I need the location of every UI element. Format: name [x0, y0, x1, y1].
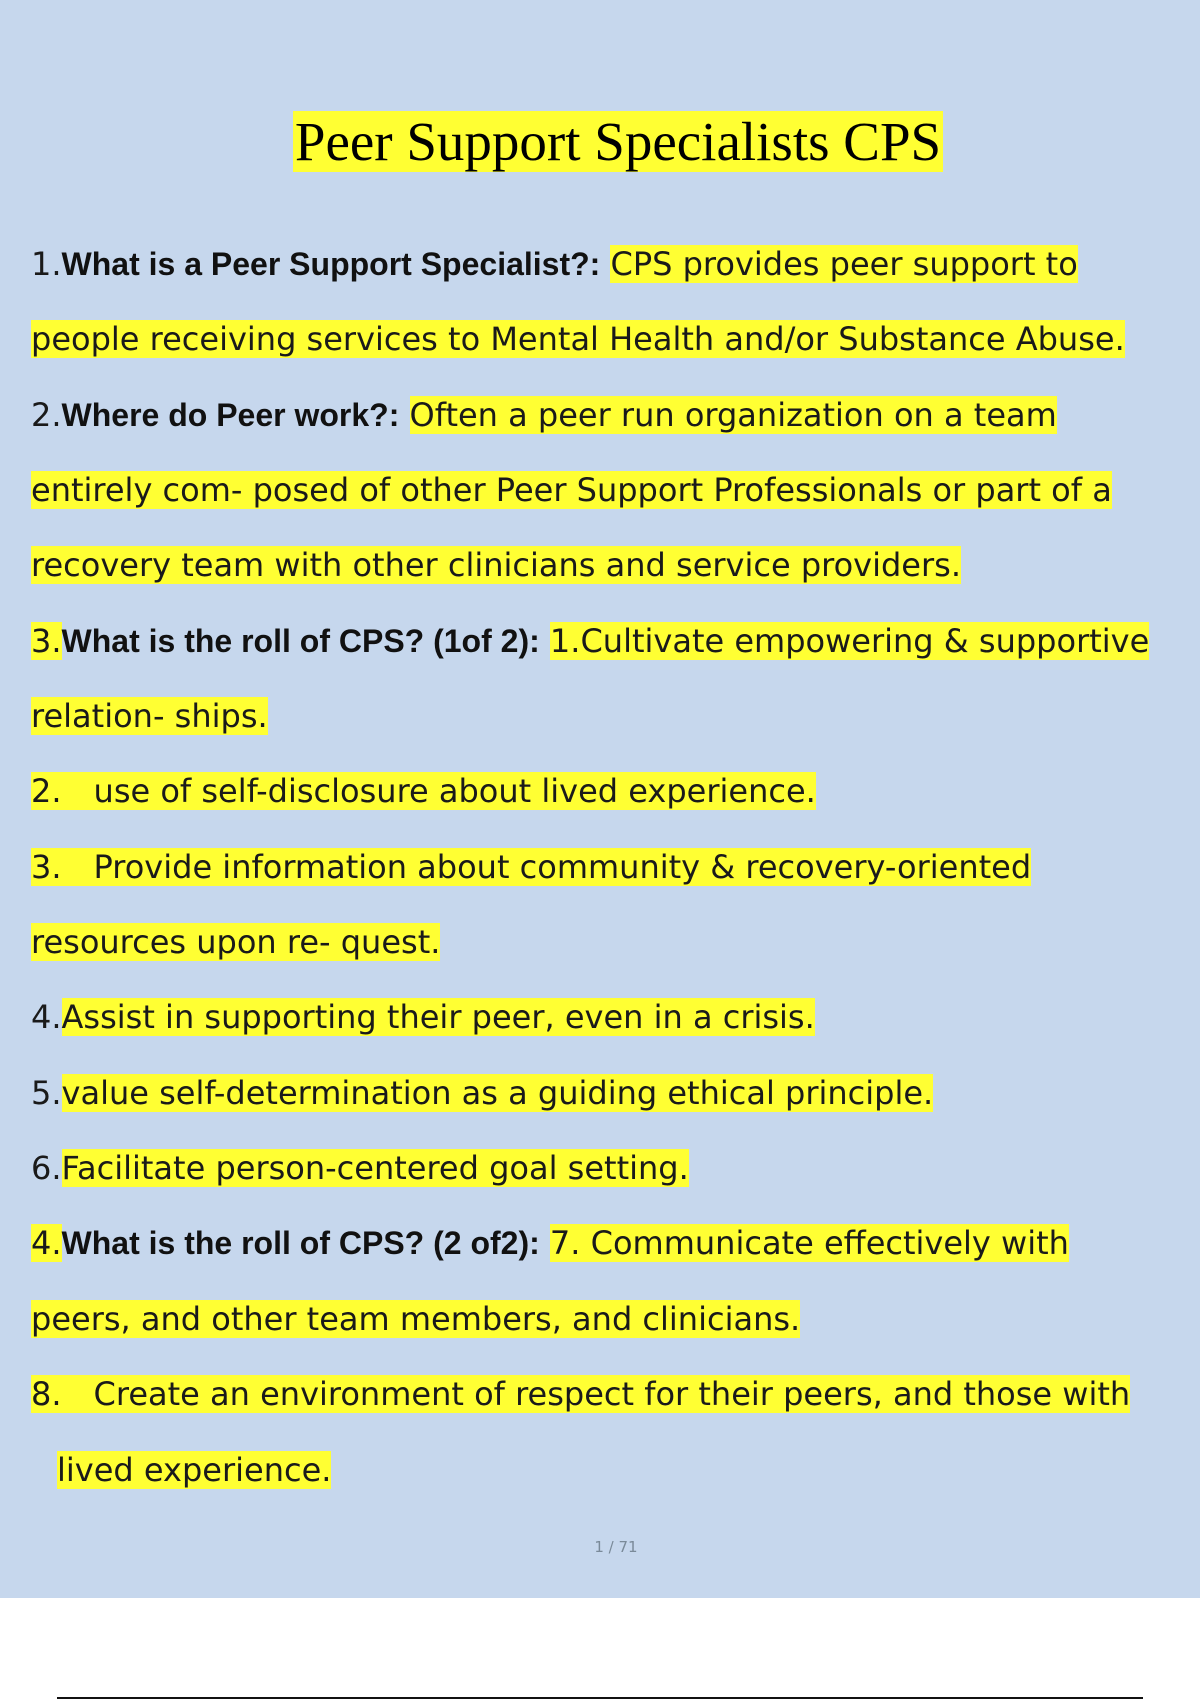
- item-number: 4.: [31, 1224, 62, 1262]
- sub-item-number: 6.: [31, 1149, 62, 1187]
- sub-item-text: Create an environment of respect for their peers, and those with: [93, 1375, 1131, 1413]
- item-2-line-2: [31, 470, 1112, 510]
- item-1-line-2: [31, 319, 1125, 359]
- sub-item-number: 4.: [31, 998, 62, 1036]
- sub-item-text: value self-determination as a guiding ethical principle.: [61, 1074, 934, 1112]
- question-text: What is the roll of CPS? (2 of2):: [61, 1225, 540, 1261]
- answer-text: Often a peer run organization on a team: [409, 396, 1057, 434]
- answer-text: people receiving services to Mental Health and/or Substance Abuse.: [31, 320, 1125, 358]
- question-text: Where do Peer work?:: [61, 397, 400, 433]
- item-4-line-1: [31, 1223, 1069, 1263]
- item-1-line-1: [31, 244, 1078, 284]
- sub-item-text: use of self-disclosure about lived experience.: [93, 772, 816, 810]
- page-indicator: 1 / 71: [594, 1538, 638, 1556]
- sub-item-5: [31, 1073, 933, 1113]
- sub-item-text: Provide information about community & recovery-oriented: [93, 848, 1032, 886]
- item-4-sub-8: [31, 1374, 1130, 1414]
- sub-item-4: [31, 997, 815, 1037]
- item-number: 1.: [31, 245, 62, 283]
- sub-item-3: [31, 847, 1031, 887]
- item-4-sub-8-cont: [57, 1450, 331, 1490]
- answer-text: relation- ships.: [31, 697, 268, 735]
- answer-text: CPS provides peer support to: [610, 245, 1078, 283]
- sub-item-number: 2.: [31, 772, 62, 810]
- sub-item-text: lived experience.: [57, 1451, 332, 1489]
- document-title: Peer Support Specialists CPS: [294, 111, 942, 172]
- sub-item-text: Assist in supporting their peer, even in a crisis.: [61, 998, 815, 1036]
- item-2-line-1: [31, 395, 1057, 435]
- answer-text: entirely com- posed of other Peer Support Professionals or part of a: [31, 471, 1112, 509]
- sub-item-3-cont: [31, 922, 440, 962]
- answer-text: peers, and other team members, and clinicians.: [31, 1300, 801, 1338]
- item-2-line-3: [31, 545, 961, 585]
- sub-item-text: Facilitate person-centered goal setting.: [61, 1149, 689, 1187]
- item-3-line-2: [31, 696, 268, 736]
- sub-item-text: resources upon re- quest.: [31, 923, 441, 961]
- item-number: 2.: [31, 396, 62, 434]
- answer-text: 1.Cultivate empowering & supportive: [549, 622, 1150, 660]
- sub-item-6: [31, 1148, 689, 1188]
- question-text: What is a Peer Support Specialist?:: [61, 246, 601, 282]
- sub-item-2: [31, 771, 816, 811]
- item-3-line-1: [31, 621, 1149, 661]
- sub-item-number: 8.: [31, 1375, 62, 1413]
- page-divider: [57, 1697, 1143, 1699]
- item-number: 3.: [31, 622, 62, 660]
- answer-text: recovery team with other clinicians and service providers.: [31, 546, 961, 584]
- question-text: What is the roll of CPS? (1of 2):: [61, 623, 540, 659]
- item-4-line-2: [31, 1299, 800, 1339]
- sub-item-number: 3.: [31, 848, 62, 886]
- sub-item-number: 5.: [31, 1074, 62, 1112]
- answer-text: 7. Communicate effectively with: [549, 1224, 1069, 1262]
